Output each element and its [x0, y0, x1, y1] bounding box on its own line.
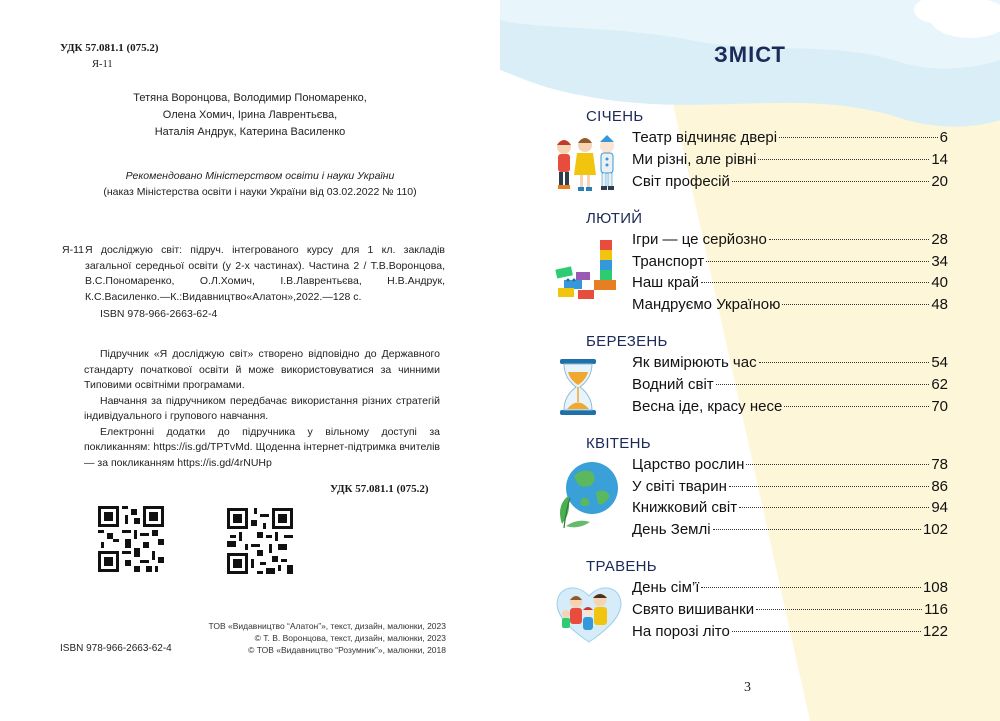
order-line: (наказ Міністерства освіти і науки України від 03.02.2022 № 110): [103, 186, 417, 198]
authors-block: [100, 90, 400, 141]
toc-entry[interactable]: [632, 398, 948, 420]
toc-entry[interactable]: [632, 231, 948, 253]
toc-entry-title: Мандруємо Україною: [632, 296, 781, 313]
toc-leader: [769, 239, 929, 240]
toc-leader: [732, 181, 929, 182]
isbn-bottom: ISBN 978-966-2663-62-4: [60, 643, 172, 654]
toc-entry-page: 70: [931, 398, 948, 415]
toc-entry-page: 20: [931, 173, 948, 190]
bibliographic-record: [60, 243, 445, 323]
toc-entry-page: 40: [931, 274, 948, 291]
hourglass-icon: [558, 358, 598, 416]
toc-entry-page: 122: [922, 623, 948, 640]
biblio-isbn: ISBN 978-966-2663-62-4: [100, 308, 218, 320]
toc-leader: [782, 304, 929, 305]
toc-entry-title: Світ професій: [632, 173, 730, 190]
toc-entry[interactable]: [632, 623, 948, 645]
toc-entry[interactable]: [632, 521, 948, 543]
toc-entry[interactable]: [632, 601, 948, 623]
annotation-block: [84, 347, 440, 471]
toc-entry-page: 14: [931, 151, 948, 168]
toc-entry[interactable]: [632, 274, 948, 296]
toc-leader: [713, 529, 921, 530]
toc-leader: [701, 587, 921, 588]
toc-leader: [729, 486, 929, 487]
toc-entry-title: На порозі літо: [632, 623, 730, 640]
toc-entry[interactable]: [632, 456, 948, 478]
toc-entry[interactable]: [632, 253, 948, 275]
toc-leader: [739, 507, 929, 508]
toc-leader: [756, 609, 922, 610]
table-of-contents-page: [500, 0, 1000, 721]
toc-entry-page: 62: [931, 376, 948, 393]
month-heading-april: КВІТЕНЬ: [586, 435, 651, 452]
toc-entry-page: 94: [931, 499, 948, 516]
authors-line: Олена Хомич, Ірина Лаврентьєва,: [162, 109, 338, 121]
toc-entry[interactable]: [632, 478, 948, 500]
toc-entry-title: День сім’ї: [632, 579, 700, 596]
toc-entry-title: Весна іде, красу несе: [632, 398, 783, 415]
toc-leader: [758, 159, 929, 160]
toc-entry[interactable]: [632, 129, 948, 151]
toc-entry[interactable]: [632, 151, 948, 173]
toc-entry-page: 116: [924, 601, 948, 618]
toc-entry-page: 54: [931, 354, 948, 371]
toc-entry[interactable]: [632, 579, 948, 601]
toc-entry-title: Ігри — це серйозно: [632, 231, 767, 248]
toc-leader: [706, 261, 929, 262]
toc-entry[interactable]: [632, 354, 948, 376]
toc-entry-title: Водний світ: [632, 376, 714, 393]
qr-code-teacher-support[interactable]: [227, 508, 293, 574]
family-heart-illustration: [552, 580, 626, 646]
copyright-line: © Т. В. Воронцова, текст, дизайн, малюнки, 2023: [254, 633, 446, 643]
annotation-paragraph: Електронні додатки до підручника у вільному доступі за покликанням: https://is.gd/TPTvMd. Щоденна інтернет-підтримка вчителів — за покликанням https://is.gd/4rNUHp: [84, 425, 440, 469]
building-blocks-illustration: [554, 238, 624, 302]
month-heading-january: СІЧЕНЬ: [586, 108, 644, 125]
toc-entry[interactable]: [632, 499, 948, 521]
qr-code-electronic-supplements[interactable]: [98, 506, 164, 572]
toc-entry-page: 48: [931, 296, 948, 313]
biblio-text: Я досліджую світ: підруч. інтегрованого курсу для 1 кл. закладів загальної середньої освіти (у 2-х частинах). Частина 2 / Т.В.Воронцова, В.С.Пономаренко, О.Л.Хомич, І.В.Лаврентьєва, Н.В.Андрук, К.С.Василенко.—К.:Видавництво«Алатон»,2022.—128 с.: [85, 244, 445, 303]
copyright-line: ТОВ «Видавництво “Алатон”», текст, дизайн, малюнки, 2023: [208, 621, 446, 631]
toc-entry-title: Театр відчиняє двері: [632, 129, 778, 146]
biblio-code: Я-11: [62, 244, 84, 256]
month-heading-march: БЕРЕЗЕНЬ: [586, 333, 668, 350]
annotation-paragraph: Підручник «Я досліджую світ» створено відповідно до Державного стандарту початкової освіти й може використовуватися за чинними Типовими освітніми програмами.: [84, 348, 440, 391]
toc-entry-title: Як вимірюють час: [632, 354, 757, 371]
toc-entry-title: Свято вишиванки: [632, 601, 755, 618]
toc-entry-title: Царство рослин: [632, 456, 745, 473]
toc-entry-page: 102: [922, 521, 948, 538]
copyright-block: [150, 620, 446, 656]
toc-leader: [779, 137, 938, 138]
toc-entry[interactable]: [632, 296, 948, 318]
toc-title: ЗМІСТ: [714, 42, 786, 67]
authors-line: Тетяна Воронцова, Володимир Пономаренко,: [133, 92, 367, 104]
toc-entry-page: 108: [922, 579, 948, 596]
toc-entry-title: День Землі: [632, 521, 711, 538]
toc-entry-page: 34: [931, 253, 948, 270]
toc-entry-title: У світі тварин: [632, 478, 727, 495]
toc-leader: [732, 631, 921, 632]
ministry-recommendation: [70, 168, 450, 200]
toc-leader: [784, 406, 929, 407]
toc-leader: [716, 384, 930, 385]
udk-code-bottom: УДК 57.081.1 (075.2): [330, 483, 429, 495]
author-code-top: Я-11: [92, 59, 113, 70]
udk-code-top: УДК 57.081.1 (075.2): [60, 42, 159, 54]
month-heading-february: ЛЮТИЙ: [586, 210, 643, 227]
annotation-paragraph: Навчання за підручником передбачає використання різних стратегій індивідуального і групового навчання.: [84, 394, 440, 422]
toc-entry-page: 86: [931, 478, 948, 495]
theatre-children-illustration: [552, 133, 622, 195]
copyright-line: © ТОВ «Видавництво “Розумник”», малюнки, 2018: [248, 645, 446, 655]
recommendation-line: Рекомендовано Міністерством освіти і науки України: [125, 170, 395, 182]
qr-code-icon: [227, 508, 293, 574]
toc-leader: [746, 464, 929, 465]
month-heading-may: ТРАВЕНЬ: [586, 558, 657, 575]
toc-entry-page: 78: [931, 456, 948, 473]
toc-entry-title: Ми різні, але рівні: [632, 151, 757, 168]
toc-entry-page: 28: [931, 231, 948, 248]
toc-leader: [759, 362, 930, 363]
toc-entry-title: Транспорт: [632, 253, 705, 270]
toc-leader: [701, 282, 929, 283]
toc-entry[interactable]: [632, 376, 948, 398]
page-number: 3: [744, 680, 751, 695]
toc-entry-page: 6: [939, 129, 948, 146]
toc-entry-title: Книжковий світ: [632, 499, 738, 516]
toc-entry-title: Наш край: [632, 274, 700, 291]
earth-globe-illustration: [552, 454, 622, 530]
qr-code-icon: [98, 506, 164, 572]
toc-entry[interactable]: [632, 173, 948, 195]
authors-line: Наталія Андрук, Катерина Василенко: [154, 126, 346, 138]
